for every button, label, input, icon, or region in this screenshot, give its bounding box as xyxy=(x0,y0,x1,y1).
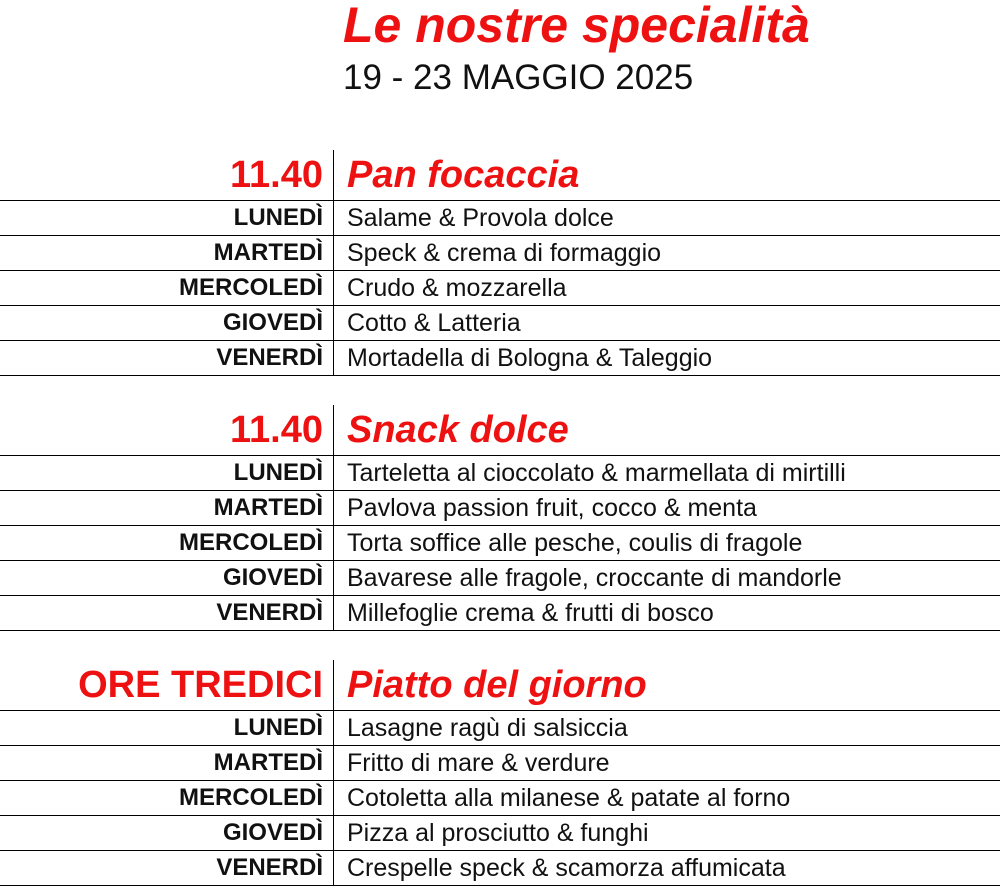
dish-name: Salame & Provola dolce xyxy=(347,204,614,232)
day-label: GIOVEDÌ xyxy=(0,561,334,595)
day-label: LUNEDÌ xyxy=(0,711,334,745)
dish-name: Speck & crema di formaggio xyxy=(347,239,662,267)
menu-row xyxy=(0,711,1000,746)
menu-row xyxy=(0,781,1000,816)
dish-name: Tarteletta al cioccolato & marmellata di mirtilli xyxy=(347,459,846,487)
day-label: MERCOLEDÌ xyxy=(0,271,334,305)
section-name: Piatto del giorno xyxy=(347,664,647,706)
day-label: VENERDÌ xyxy=(0,851,334,885)
dish-name: Crudo & mozzarella xyxy=(347,274,567,302)
day-label: MARTEDÌ xyxy=(0,491,334,525)
menu-row xyxy=(0,526,1000,561)
date-range: 19 - 23 MAGGIO 2025 xyxy=(343,58,694,97)
dish-name: Millefoglie crema & frutti di bosco xyxy=(347,599,714,627)
dish-name: Pavlova passion fruit, cocco & menta xyxy=(347,494,757,522)
dish-name: Cotoletta alla milanese & patate al forno xyxy=(347,784,791,812)
day-label: VENERDÌ xyxy=(0,596,334,630)
section-time: ORE TREDICI xyxy=(0,660,334,710)
section-name: Snack dolce xyxy=(347,409,569,451)
menu-row xyxy=(0,851,1000,886)
menu-row xyxy=(0,596,1000,631)
day-label: LUNEDÌ xyxy=(0,456,334,490)
menu-section-snack-dolce xyxy=(0,405,1000,631)
menu-section-pan-focaccia xyxy=(0,150,1000,376)
menu-row xyxy=(0,456,1000,491)
section-name: Pan focaccia xyxy=(347,154,580,196)
section-time: 11.40 xyxy=(0,405,334,455)
section-time: 11.40 xyxy=(0,150,334,200)
dish-name: Lasagne ragù di salsiccia xyxy=(347,714,628,742)
menu-section-piatto-del-giorno xyxy=(0,660,1000,886)
section-header xyxy=(0,405,1000,456)
page-header xyxy=(343,0,993,98)
menu-row xyxy=(0,306,1000,341)
page-title: Le nostre specialità xyxy=(343,0,810,53)
menu-row xyxy=(0,746,1000,781)
menu-row xyxy=(0,201,1000,236)
section-header xyxy=(0,660,1000,711)
menu-row xyxy=(0,491,1000,526)
dish-name: Fritto di mare & verdure xyxy=(347,749,610,777)
section-header xyxy=(0,150,1000,201)
day-label: MARTEDÌ xyxy=(0,236,334,270)
menu-row xyxy=(0,561,1000,596)
day-label: LUNEDÌ xyxy=(0,201,334,235)
dish-name: Pizza al prosciutto & funghi xyxy=(347,819,649,847)
dish-name: Crespelle speck & scamorza affumicata xyxy=(347,854,786,882)
day-label: GIOVEDÌ xyxy=(0,306,334,340)
menu-row xyxy=(0,816,1000,851)
day-label: MARTEDÌ xyxy=(0,746,334,780)
menu-row xyxy=(0,341,1000,376)
menu-row xyxy=(0,236,1000,271)
day-label: MERCOLEDÌ xyxy=(0,781,334,815)
dish-name: Cotto & Latteria xyxy=(347,309,521,337)
dish-name: Bavarese alle fragole, croccante di mandorle xyxy=(347,564,842,592)
day-label: MERCOLEDÌ xyxy=(0,526,334,560)
day-label: GIOVEDÌ xyxy=(0,816,334,850)
day-label: VENERDÌ xyxy=(0,341,334,375)
dish-name: Torta soffice alle pesche, coulis di fragole xyxy=(347,529,803,557)
dish-name: Mortadella di Bologna & Taleggio xyxy=(347,344,713,372)
menu-row xyxy=(0,271,1000,306)
